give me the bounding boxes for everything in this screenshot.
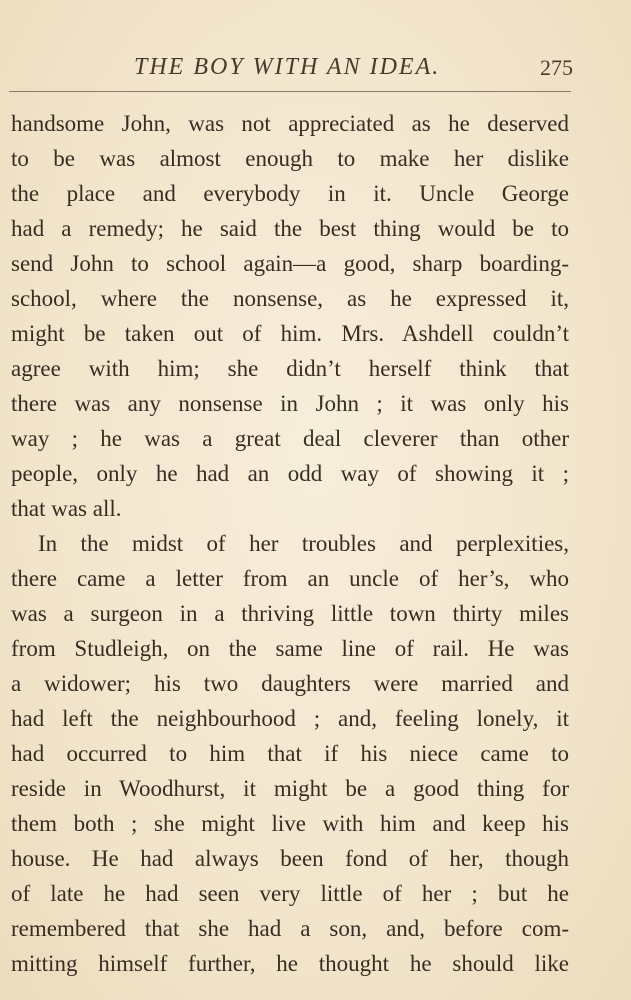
body-text (11, 106, 569, 981)
text-line: mitting himself further, he thought he should like (11, 951, 569, 976)
text-line: from Studleigh, on the same line of rail. He was (11, 636, 569, 661)
text-line: was a surgeon in a thriving little town thirty miles (11, 601, 569, 626)
text-line: of late he had seen very little of her ; but he (11, 881, 569, 906)
text-line: send John to school again—a good, sharp boarding- (11, 251, 569, 276)
running-head (0, 50, 631, 86)
paragraph-start-line: In the midst of her troubles and perplexities, (38, 531, 569, 556)
text-line: a widower; his two daughters were married and (11, 671, 569, 696)
header-rule (9, 91, 571, 92)
text-line: people, only he had an odd way of showing it ; (11, 461, 569, 486)
text-line: had left the neighbourhood ; and, feeling lonely, it (11, 706, 569, 731)
text-line: house. He had always been fond of her, though (11, 846, 569, 871)
text-line: reside in Woodhurst, it might be a good thing for (11, 776, 569, 801)
text-line: had a remedy; he said the best thing would be to (11, 216, 569, 241)
text-line: to be was almost enough to make her dislike (11, 146, 569, 171)
paragraph-end-line: that was all. (11, 496, 122, 521)
text-line: handsome John, was not appreciated as he deserved (11, 111, 569, 136)
text-line: way ; he was a great deal cleverer than other (11, 426, 569, 451)
page-number: 275 (540, 55, 573, 80)
text-line: the place and everybody in it. Uncle George (11, 181, 569, 206)
text-line: school, where the nonsense, as he expressed it, (11, 286, 569, 311)
text-line: there came a letter from an uncle of her’s, who (11, 566, 569, 591)
running-title: THE BOY WITH AN IDEA. (134, 54, 441, 80)
text-line: had occurred to him that if his niece came to (11, 741, 569, 766)
text-line: remembered that she had a son, and, before com- (11, 916, 569, 941)
text-line: them both ; she might live with him and keep his (11, 811, 569, 836)
text-line: agree with him; she didn’t herself think that (11, 356, 569, 381)
text-line: there was any nonsense in John ; it was only his (11, 391, 569, 416)
text-line: might be taken out of him. Mrs. Ashdell couldn’t (11, 321, 569, 346)
